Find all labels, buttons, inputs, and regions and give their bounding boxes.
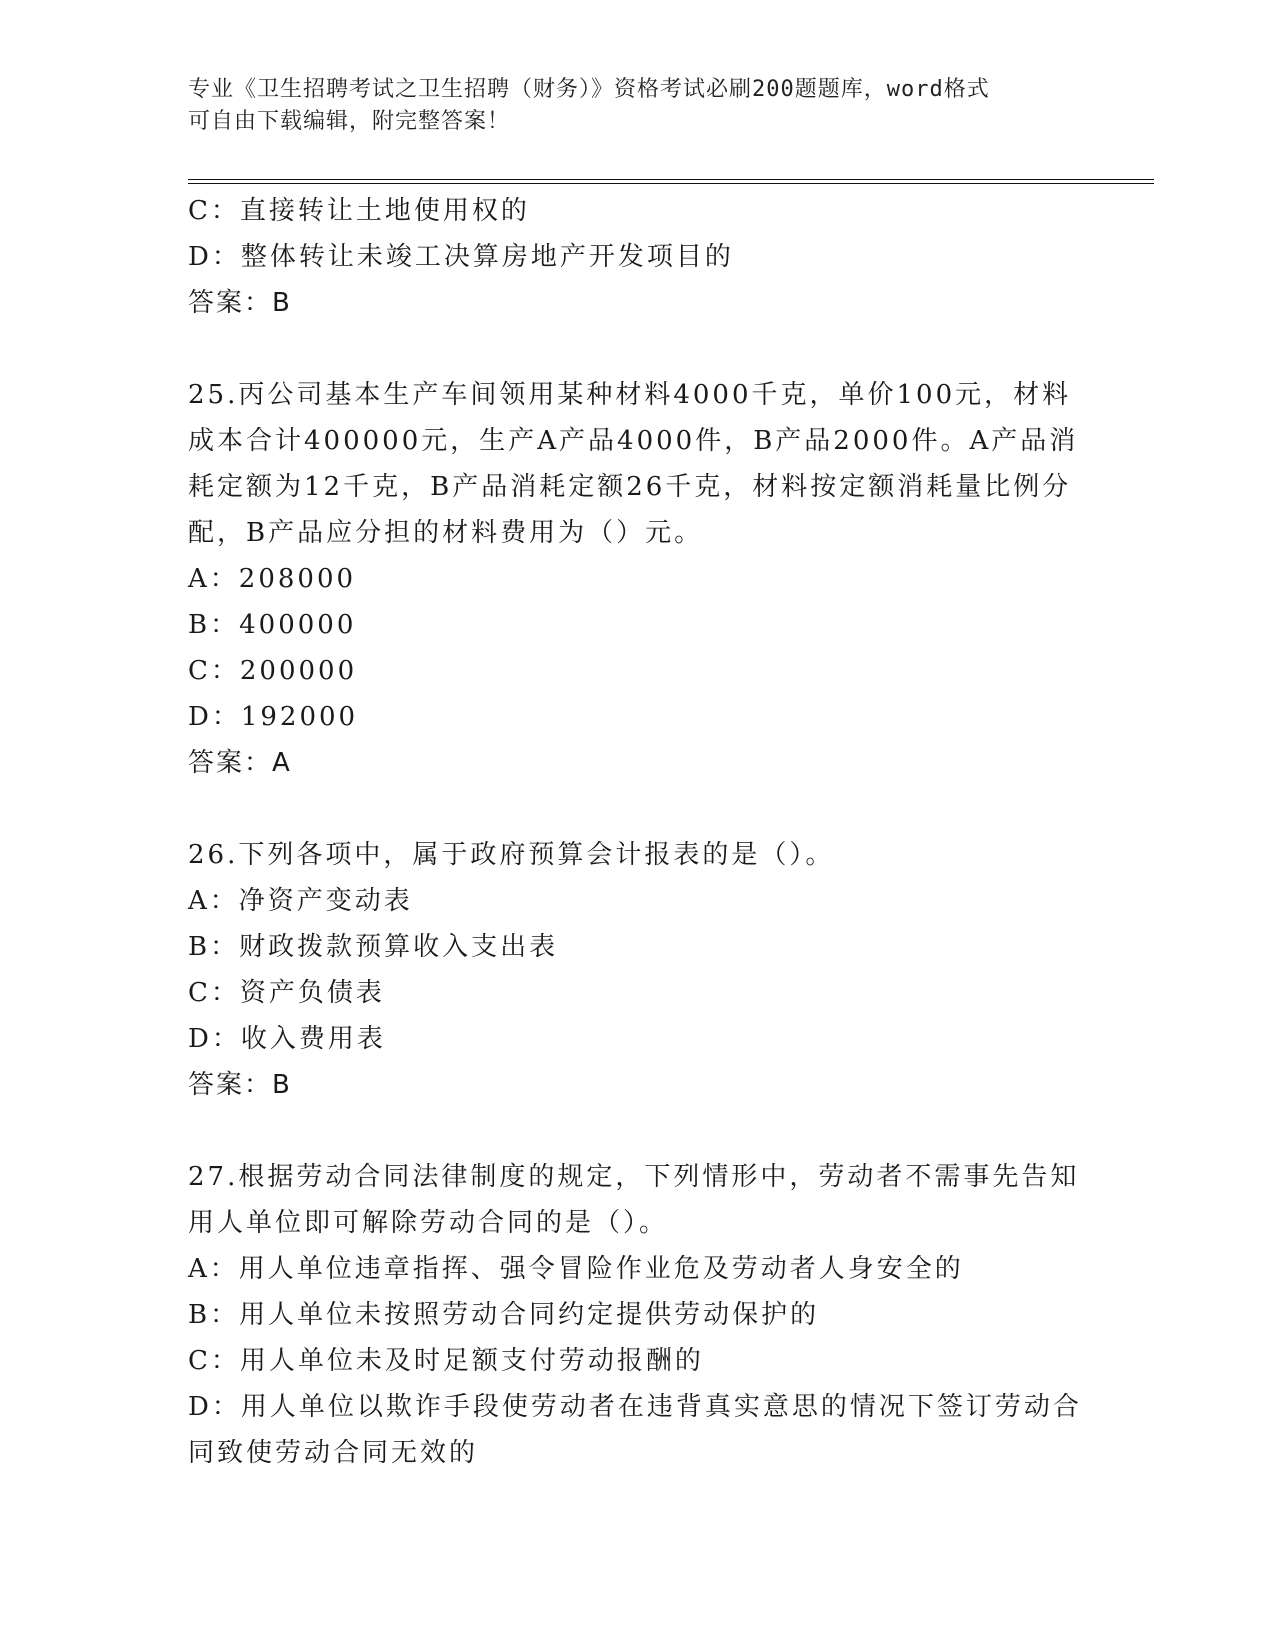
- q25-option-a: A：208000: [188, 564, 357, 594]
- spacer: [188, 326, 1088, 372]
- q27-option-d-line-2: 同致使劳动合同无效的: [188, 1438, 479, 1468]
- question-26: [188, 832, 1088, 1108]
- q25-option-c: C：200000: [188, 656, 358, 686]
- spacer: [188, 1108, 1088, 1154]
- document-header: [188, 74, 1088, 138]
- q25-stem-line-1: 25.丙公司基本生产车间领用某种材料4000千克，单价100元，材料: [188, 380, 1072, 410]
- q26-option-d: D：收入费用表: [188, 1024, 386, 1054]
- q26-stem-line-1: 26.下列各项中，属于政府预算会计报表的是（）。: [188, 840, 835, 870]
- q27-option-c: C：用人单位未及时足额支付劳动报酬的: [188, 1346, 704, 1376]
- question-content: [188, 188, 1088, 1476]
- spacer: [188, 786, 1088, 832]
- prev-answer: 答案：B: [188, 288, 292, 318]
- q25-stem-line-4: 配，B产品应分担的材料费用为（）元。: [188, 518, 704, 548]
- q27-option-d-line-1: D：用人单位以欺诈手段使劳动者在违背真实意思的情况下签订劳动合: [188, 1392, 1082, 1422]
- header-divider: [188, 179, 1154, 184]
- q27-option-a: A：用人单位违章指挥、强令冒险作业危及劳动者人身安全的: [188, 1254, 964, 1284]
- q27-stem-line-1: 27.根据劳动合同法律制度的规定，下列情形中，劳动者不需事先告知: [188, 1162, 1080, 1192]
- q25-option-b: B：400000: [188, 610, 357, 640]
- q27-option-b: B：用人单位未按照劳动合同约定提供劳动保护的: [188, 1300, 820, 1330]
- q26-option-a: A：净资产变动表: [188, 886, 413, 916]
- q26-option-b: B：财政拨款预算收入支出表: [188, 932, 559, 962]
- question-25: [188, 372, 1088, 786]
- header-title-line-1: 专业《卫生招聘考试之卫生招聘（财务）》资格考试必刷200题题库，word格式: [188, 77, 990, 102]
- q26-answer: 答案：B: [188, 1070, 292, 1100]
- q25-option-d: D：192000: [188, 702, 359, 732]
- q25-stem-line-3: 耗定额为12千克，B产品消耗定额26千克，材料按定额消耗量比例分: [188, 472, 1072, 502]
- q26-option-c: C：资产负债表: [188, 978, 385, 1008]
- q25-stem-line-2: 成本合计400000元，生产A产品4000件，B产品2000件。A产品消: [188, 426, 1079, 456]
- prev-option-d: D：整体转让未竣工决算房地产开发项目的: [188, 242, 734, 272]
- q27-stem-line-2: 用人单位即可解除劳动合同的是（）。: [188, 1208, 669, 1238]
- question-27: [188, 1154, 1088, 1476]
- q25-answer: 答案：A: [188, 748, 292, 778]
- prev-option-c: C：直接转让土地使用权的: [188, 196, 530, 226]
- header-title-line-2: 可自由下载编辑，附完整答案！: [188, 109, 511, 134]
